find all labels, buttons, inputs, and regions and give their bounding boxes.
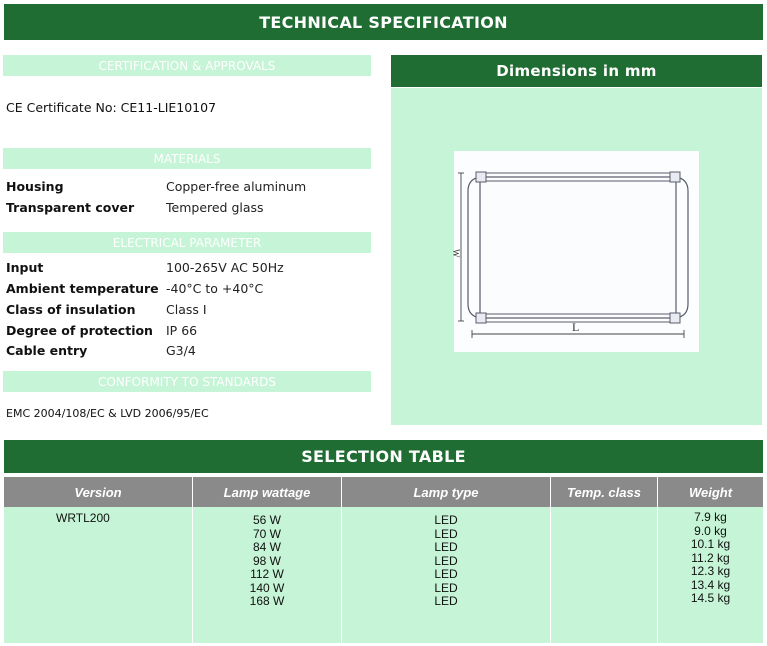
temp-class-column [551, 507, 658, 643]
column-header-weight: Weight [688, 484, 733, 500]
table-header-row [4, 477, 763, 507]
weight-cell: 14.5 kg [690, 591, 731, 605]
row-label: Class of insulation [6, 302, 136, 317]
weight-column [658, 507, 763, 643]
conformity-header: CONFORMITY TO STANDARDS [3, 371, 371, 392]
certificate-number: CE Certificate No: CE11-LIE10107 [6, 100, 217, 115]
lamp-type-column [342, 507, 551, 643]
lamp-type-cell: LED [434, 540, 458, 554]
weight-cell: 10.1 kg [690, 537, 731, 551]
wattage-column [193, 507, 342, 643]
row-value: Copper-free aluminum [166, 179, 307, 194]
dimension-drawing [451, 151, 699, 352]
weight-cell: 13.4 kg [690, 577, 731, 592]
weight-cell: 7.9 kg [694, 510, 727, 524]
column-header-version: Version [4, 477, 193, 507]
right-endcap [676, 177, 688, 318]
lamp-type-cell: LED [434, 567, 458, 581]
page-title: TECHNICAL SPECIFICATION [4, 4, 763, 40]
row-label: Housing [6, 179, 64, 194]
row-value: IP 66 [166, 323, 198, 338]
conformity-standards: EMC 2004/108/EC & LVD 2006/95/EC [6, 407, 209, 420]
version-cell: WRTL200 [56, 511, 110, 525]
materials-header: MATERIALS [3, 148, 371, 169]
wattage-cell: 84 W [252, 540, 281, 554]
weight-cell: 9.0 kg [694, 523, 727, 538]
weight-cell: 11.2 kg [691, 550, 730, 565]
electrical-header: ELECTRICAL PARAMETER [3, 232, 371, 253]
row-value: -40°C to +40°C [166, 281, 264, 296]
lamp-type-cell: LED [434, 594, 458, 608]
lamp-outline-drawing [451, 151, 699, 352]
column-header-temp-class: Temp. class [551, 477, 658, 507]
row-value: G3/4 [166, 343, 196, 358]
certification-header: CERTIFICATION & APPROVALS [3, 55, 371, 76]
selection-table [4, 477, 763, 643]
corner-clip [670, 313, 680, 323]
dimensions-header: Dimensions in mm [391, 55, 762, 87]
wattage-cell: 98 W [252, 553, 281, 568]
row-value: 100-265V AC 50Hz [166, 260, 284, 275]
lamp-type-cell: LED [434, 526, 458, 541]
corner-clip [670, 172, 680, 182]
lamp-body [480, 177, 676, 318]
row-value: Tempered glass [166, 200, 264, 215]
lamp-type-cell: LED [434, 580, 458, 595]
corner-clip [476, 172, 486, 182]
row-label: Ambient temperature [6, 281, 159, 296]
wattage-cell: 112 W [250, 567, 284, 581]
row-label: Cable entry [6, 343, 88, 358]
left-endcap [468, 177, 480, 318]
table-body [4, 507, 763, 643]
length-label: L [572, 320, 580, 334]
row-label: Degree of protection [6, 323, 153, 338]
column-header-wattage: Lamp wattage [193, 477, 342, 507]
wattage-cell: 56 W [252, 513, 281, 527]
row-label: Transparent cover [6, 200, 135, 215]
wattage-cell: 140 W [249, 580, 285, 595]
width-label: W [451, 249, 461, 258]
lamp-type-cell: LED [434, 553, 458, 568]
selection-header: SELECTION TABLE [4, 440, 763, 473]
row-label: Input [6, 260, 44, 275]
lamp-type-cell: LED [434, 513, 458, 527]
column-header-lamp-type: Lamp type [342, 477, 551, 507]
row-value: Class I [166, 302, 207, 317]
wattage-cell: 70 W [252, 526, 281, 541]
corner-clip [476, 313, 486, 323]
weight-cell: 12.3 kg [690, 564, 731, 578]
wattage-cell: 168 W [249, 594, 285, 608]
version-column [4, 507, 193, 643]
